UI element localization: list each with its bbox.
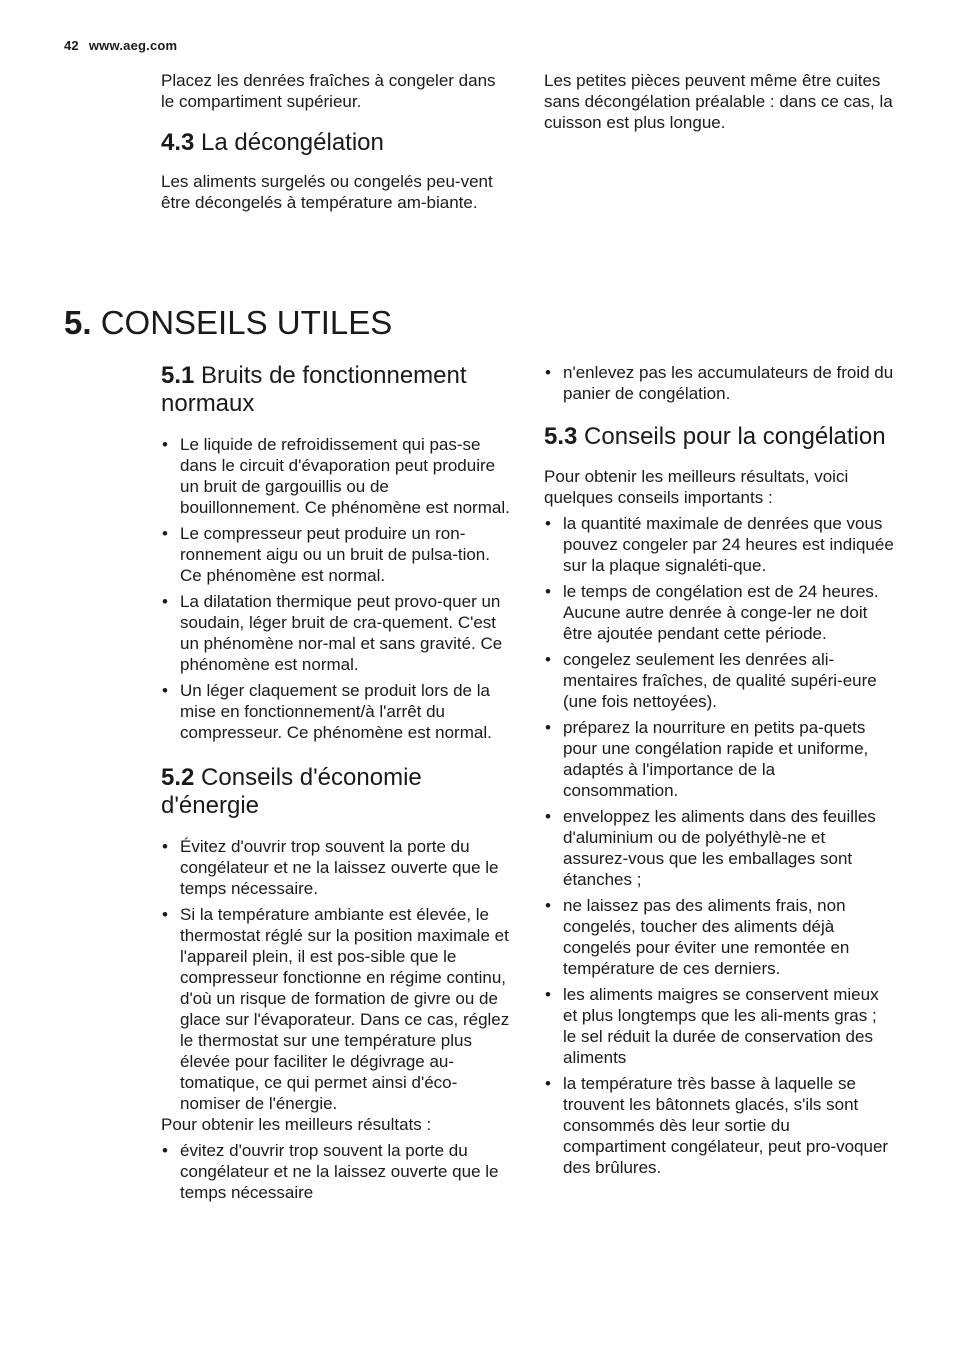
small-pieces-paragraph: Les petites pièces peuvent même être cuites sans décongélation préalable : dans ce cas, la cuisson est plus longue. [544, 71, 893, 132]
intro-paragraph: Placez les denrées fraîches à congeler dans le compartiment supérieur. [161, 71, 496, 111]
list-item: • enveloppez les aliments dans des feuilles d'aluminium ou de polyéthylè-ne et assurez-vous que les emballages sont étanches ; [544, 806, 894, 890]
noise-list [161, 434, 511, 743]
list-item: • congelez seulement les denrées ali-mentaires fraîches, de qualité supéri-eure (une fois nettoyées). [544, 649, 894, 712]
heading-text: Conseils d'économie d'énergie [161, 764, 422, 819]
energy-list [161, 836, 511, 1114]
website-url: www.aeg.com [88, 38, 178, 53]
list-item: • Si la température ambiante est élevée, le thermostat réglé sur la position maximale et l'appareil plein, il est pos-sible que le compresseur fonctionne en régime continu, d'où un risque de formation de givre ou de glace sur l'évaporateur. Dans ce cas, réglez le thermostat sur une température plus élevée pour faciliter le dégivrage au-tomatique, ce qui permet ainsi d'éco-nomiser de l'énergie. [161, 904, 511, 1114]
list-item: • ne laissez pas des aliments frais, non congelés, toucher des aliments déjà congelés pour éviter une remontée en température de ces derniers. [544, 895, 894, 979]
section-title-text: CONSEILS UTILES [100, 304, 393, 341]
heading-5-3 [544, 423, 894, 451]
list-item: • la quantité maximale de denrées que vous pouvez congeler par 24 heures est indiquée sur la plaque signaléti-que. [544, 513, 894, 576]
top-left-block [161, 70, 511, 213]
section-number: 5. [64, 304, 92, 341]
list-item: • Le liquide de refroidissement qui pas-se dans le circuit d'évaporation peut produire un bruit de gargouillis ou de bouillonnement. Ce phénomène est normal. [161, 434, 511, 518]
heading-number: 5.3 [544, 423, 578, 450]
left-column [161, 362, 511, 1208]
heading-text: Bruits de fonctionnement normaux [161, 362, 467, 417]
heading-4-3 [161, 129, 511, 157]
heading-5-1 [161, 362, 511, 418]
heading-text: La décongélation [201, 129, 384, 156]
energy-list-2 [161, 1140, 511, 1203]
list-item: • Le compresseur peut produire un ron-ronnement aigu ou un bruit de pulsa-tion. Ce phénomène est normal. [161, 523, 511, 586]
list-item: • La dilatation thermique peut provo-quer un soudain, léger bruit de cra-quement. C'est un phénomène nor-mal et sans gravité. Ce phénomène est normal. [161, 591, 511, 675]
list-item: • Évitez d'ouvrir trop souvent la porte du congélateur et ne la laissez ouverte que le temps nécessaire. [161, 836, 511, 899]
heading-number: 5.1 [161, 362, 195, 389]
thaw-paragraph: Les aliments surgelés ou congelés peu-vent être décongelés à température am-biante. [161, 172, 493, 212]
right-column [544, 362, 894, 1183]
list-item: • évitez d'ouvrir trop souvent la porte du congélateur et ne la laissez ouverte que le temps nécessaire [161, 1140, 511, 1203]
list-item: • n'enlevez pas les accumulateurs de froid du panier de congélation. [544, 362, 894, 404]
list-item: • les aliments maigres se conservent mieux et plus longtemps que les ali-ments gras ; le sel réduit la durée de conservation des aliments [544, 984, 894, 1068]
list-item: • le temps de congélation est de 24 heures. Aucune autre denrée à conge-ler ne doit être ajoutée pendant cette période. [544, 581, 894, 644]
list-item: • Un léger claquement se produit lors de la mise en fonctionnement/à l'arrêt du compresseur. Ce phénomène est normal. [161, 680, 511, 743]
page-header [64, 38, 177, 53]
list-item: • préparez la nourriture en petits pa-quets pour une congélation rapide et uniforme, adaptés à l'importance de la consommation. [544, 717, 894, 801]
top-right-block [544, 70, 894, 133]
page-number: 42 [64, 38, 79, 53]
heading-text: Conseils pour la congélation [584, 423, 886, 450]
heading-5-2 [161, 764, 511, 820]
section-title [64, 303, 392, 343]
heading-number: 4.3 [161, 129, 195, 156]
accumulator-list [544, 362, 894, 404]
list-item: • la température très basse à laquelle se trouvent les bâtonnets glacés, s'ils sont consommés dès leur sortie du compartiment congélateur, peut pro-voquer des brûlures. [544, 1073, 894, 1178]
freezing-intro: Pour obtenir les meilleurs résultats, voici quelques conseils importants : [544, 467, 849, 507]
heading-number: 5.2 [161, 764, 195, 791]
freezing-list [544, 513, 894, 1178]
best-results-text: Pour obtenir les meilleurs résultats : [161, 1115, 432, 1134]
